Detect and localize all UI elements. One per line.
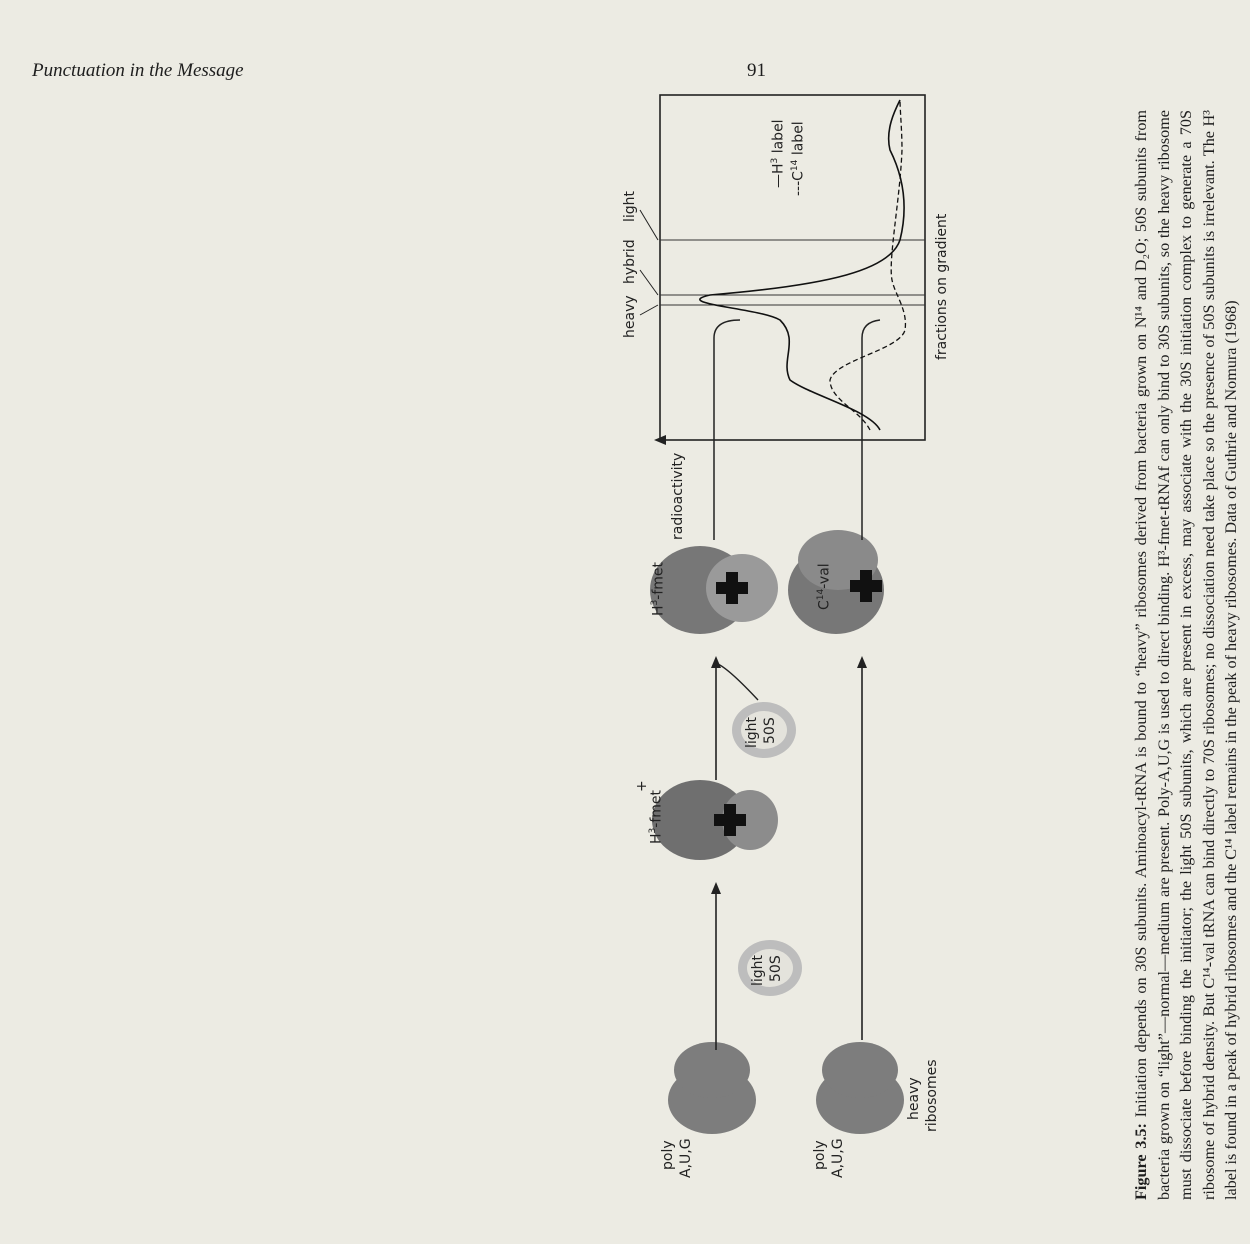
legend-c14: $---C^{14}$ label (790, 121, 807, 196)
label-50s-2: 50S (762, 717, 778, 744)
figure-caption (1130, 110, 1243, 1200)
hybrid-ribosome (650, 546, 778, 634)
label-h3fmet-2: $H^3$-fmet (650, 562, 667, 616)
heavy-ribosome-top (668, 1042, 756, 1134)
arrow-head-1 (711, 882, 721, 894)
label-poly-top: poly (660, 1140, 676, 1170)
arrow-head-2 (711, 656, 721, 668)
label-heavy: heavy (906, 1077, 922, 1120)
hybrid-to-peak-line (714, 320, 740, 540)
page-number: 91 (747, 60, 766, 81)
label-light-1: light (750, 954, 766, 986)
ribosome-30s-fmet (652, 780, 778, 860)
label-aug-top: A,U,G (678, 1138, 694, 1178)
label-poly-bottom: poly (812, 1140, 828, 1170)
association-curve (718, 664, 758, 700)
label-light-2: light (744, 716, 760, 748)
label-50s-1: 50S (768, 955, 784, 982)
figure-rotated (622, 70, 1250, 1200)
label-c14val: $C^{14}$-val (816, 563, 833, 610)
legend-h3: $—H^3$ label (770, 119, 787, 188)
caption-label: Figure 3.5: (1132, 1123, 1150, 1200)
c14-label-curve (830, 100, 905, 430)
label-aug-bottom: A,U,G (830, 1138, 846, 1178)
graph-y-axis-label: radioactivity (670, 452, 686, 540)
arrow-head-3 (857, 656, 867, 668)
label-ribosomes: ribosomes (924, 1059, 940, 1132)
graph-x-axis-label: fractions on gradient (934, 213, 950, 360)
heavy-ribosome-c14val (788, 530, 884, 634)
heavy-ribosome-bottom (816, 1042, 904, 1134)
graph-label-light: light (622, 190, 638, 222)
graph-label-heavy: heavy (622, 295, 638, 338)
graph-label-hybrid: hybrid (622, 239, 638, 284)
running-title: Punctuation in the Message (32, 60, 244, 81)
caption-text: Initiation depends on 30S subunits. Aminoacyl-tRNA is bound to “heavy” ribosomes derived from bacteria grown on N¹⁴ and D₂O; 50S subunits from bacteria grown on “light”—normal—medium are present. Poly-A,U,G is used to direct binding. H³-fmet-tRNAf can only bind to 30S subunits, so the heavy ribosome must dissociate before binding the initiator; the light 50S subunits, which are present in excess, may associate with the 30S initiation complex to generate a 70S ribosome of hybrid density. But C¹⁴-val tRNA can bind directly to 70S ribosomes; no dissociation need take place so the presence of 50S subunits is irrelevant. The H³ label is found in a peak of hybrid ribosomes and the C¹⁴ label remains in the peak of heavy ribosomes. Data of Guthrie and Nomura (1968) (1132, 109, 1240, 1200)
figure-diagram (630, 70, 1110, 1200)
label-plus: + (634, 780, 650, 792)
label-h3fmet-1: $H^3$-fmet (648, 790, 665, 844)
